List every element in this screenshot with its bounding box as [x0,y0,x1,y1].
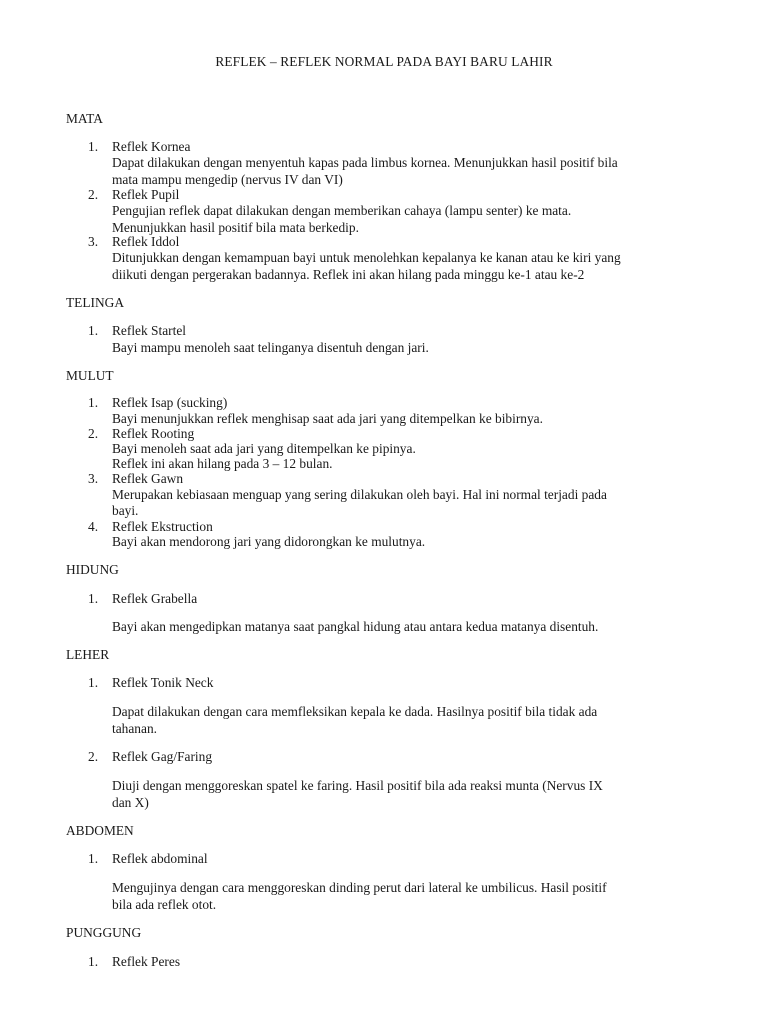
item-number: 1. [88,323,99,338]
item-text-line: dan X) [112,795,149,810]
item-title: Reflek Rooting [112,426,195,441]
item-number: 1. [88,395,99,410]
item-text-line: Dapat dilakukan dengan menyentuh kapas pada limbus kornea. Menunjukkan hasil positif bila [112,155,618,170]
item-text-line: Bayi akan mendorong jari yang didorongkan ke mulutnya. [112,534,426,549]
item-title: Reflek Iddol [112,234,180,249]
item-text-line: Merupakan kebiasaan menguap yang sering dilakukan oleh bayi. Hal ini normal terjadi pada [112,487,607,502]
item-number: 1. [88,675,99,690]
item-text-line: bayi. [112,503,139,518]
item-number: 1. [88,139,99,154]
section-heading-hidung: HIDUNG [66,562,119,577]
item-text-line: Bayi menunjukkan reflek menghisap saat ada jari yang ditempelkan ke bibirnya. [112,411,543,426]
item-text-line: tahanan. [112,721,157,736]
item-text-line: Menunjukkan hasil positif bila mata berkedip. [112,220,359,235]
document-title: REFLEK – REFLEK NORMAL PADA BAYI BARU LAHIR [215,54,553,69]
item-title: Reflek Kornea [112,139,191,154]
item-number: 2. [88,749,99,764]
item-title: Reflek Tonik Neck [112,675,214,690]
section-heading-mulut: MULUT [66,368,114,383]
item-number: 1. [88,954,99,969]
item-title: Reflek Isap (sucking) [112,395,228,410]
item-number: 1. [88,591,99,606]
item-text-line: Bayi akan mengedipkan matanya saat pangkal hidung atau antara kedua matanya disentuh. [112,619,599,634]
item-title: Reflek Gag/Faring [112,749,213,764]
item-text-line: Reflek ini akan hilang pada 3 – 12 bulan. [112,456,333,471]
item-text-line: bila ada reflek otot. [112,897,217,912]
item-number: 1. [88,851,99,866]
section-heading-abdomen: ABDOMEN [66,823,134,838]
item-title: Reflek Peres [112,954,181,969]
item-title: Reflek Ekstruction [112,519,213,534]
section-heading-punggung: PUNGGUNG [66,925,142,940]
item-text-line: Dapat dilakukan dengan cara memfleksikan kepala ke dada. Hasilnya positif bila tidak ada [112,704,598,719]
item-title: Reflek Grabella [112,591,198,606]
item-text-line: Bayi mampu menoleh saat telinganya disentuh dengan jari. [112,340,429,355]
item-text-line: Pengujian reflek dapat dilakukan dengan memberikan cahaya (lampu senter) ke mata. [112,203,572,218]
item-number: 4. [88,519,99,534]
item-title: Reflek Pupil [112,187,180,202]
item-text-line: Bayi menoleh saat ada jari yang ditempelkan ke pipinya. [112,441,416,456]
item-title: Reflek Startel [112,323,186,338]
section-heading-telinga: TELINGA [66,295,125,310]
item-number: 2. [88,426,99,441]
item-text-line: Mengujinya dengan cara menggoreskan dinding perut dari lateral ke umbilicus. Hasil positif [112,880,607,895]
section-heading-mata: MATA [66,111,103,126]
item-number: 3. [88,471,99,486]
item-text-line: mata mampu mengedip (nervus IV dan VI) [112,172,343,187]
item-number: 3. [88,234,99,249]
item-text-line: Ditunjukkan dengan kemampuan bayi untuk menolehkan kepalanya ke kanan atau ke kiri yang [112,250,621,265]
item-title: Reflek abdominal [112,851,208,866]
section-heading-leher: LEHER [66,647,110,662]
item-text-line: Diuji dengan menggoreskan spatel ke faring. Hasil positif bila ada reaksi munta (Nervus IX [112,778,603,793]
item-text-line: diikuti dengan pergerakan badannya. Reflek ini akan hilang pada minggu ke-1 atau ke-2 [112,267,585,282]
item-number: 2. [88,187,99,202]
item-title: Reflek Gawn [112,471,184,486]
